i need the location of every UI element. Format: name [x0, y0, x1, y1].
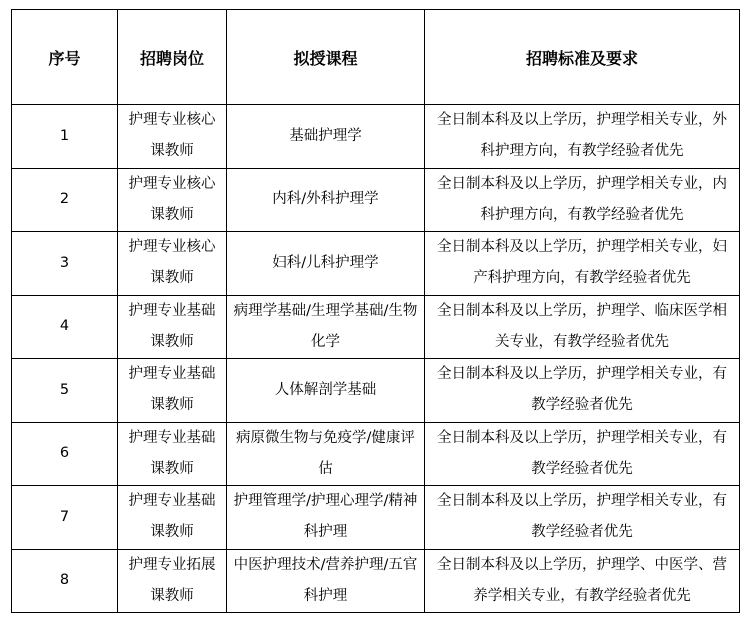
- cell-requirement: 全日制本科及以上学历，护理学相关专业，有教学经验者优先: [425, 422, 740, 486]
- cell-requirement: 全日制本科及以上学历，护理学相关专业，有教学经验者优先: [425, 486, 740, 550]
- cell-course: 中医护理技术/营养护理/五官科护理: [227, 549, 425, 613]
- cell-no: 1: [12, 105, 118, 169]
- cell-position: 护理专业基础课教师: [118, 486, 227, 550]
- cell-course: 护理管理学/护理心理学/精神科护理: [227, 486, 425, 550]
- cell-course: 人体解剖学基础: [227, 359, 425, 423]
- cell-position: 护理专业核心课教师: [118, 168, 227, 232]
- table-row: [12, 422, 740, 486]
- cell-requirement: 全日制本科及以上学历，护理学、临床医学相关专业，有教学经验者优先: [425, 295, 740, 359]
- cell-requirement: 全日制本科及以上学历，护理学相关专业，妇产科护理方向，有教学经验者优先: [425, 232, 740, 296]
- table-row: [12, 105, 740, 169]
- cell-requirement: 全日制本科及以上学历，护理学相关专业，有教学经验者优先: [425, 359, 740, 423]
- recruitment-table: [11, 9, 740, 613]
- header-course: 拟授课程: [227, 10, 425, 105]
- table-row: [12, 232, 740, 296]
- cell-no: 5: [12, 359, 118, 423]
- header-position: 招聘岗位: [118, 10, 227, 105]
- cell-course: 妇科/儿科护理学: [227, 232, 425, 296]
- table-row: [12, 486, 740, 550]
- cell-position: 护理专业核心课教师: [118, 105, 227, 169]
- cell-requirement: 全日制本科及以上学历，护理学相关专业，内科护理方向，有教学经验者优先: [425, 168, 740, 232]
- cell-no: 6: [12, 422, 118, 486]
- cell-requirement: 全日制本科及以上学历，护理学相关专业，外科护理方向，有教学经验者优先: [425, 105, 740, 169]
- cell-position: 护理专业基础课教师: [118, 422, 227, 486]
- cell-course: 病理学基础/生理学基础/生物化学: [227, 295, 425, 359]
- cell-requirement: 全日制本科及以上学历，护理学、中医学、营养学相关专业，有教学经验者优先: [425, 549, 740, 613]
- cell-no: 2: [12, 168, 118, 232]
- cell-course: 病原微生物与免疫学/健康评估: [227, 422, 425, 486]
- table-row: [12, 359, 740, 423]
- cell-position: 护理专业核心课教师: [118, 232, 227, 296]
- table-row: [12, 168, 740, 232]
- cell-position: 护理专业基础课教师: [118, 295, 227, 359]
- cell-position: 护理专业基础课教师: [118, 359, 227, 423]
- cell-course: 内科/外科护理学: [227, 168, 425, 232]
- header-no: 序号: [12, 10, 118, 105]
- header-row: [12, 10, 740, 105]
- cell-no: 8: [12, 549, 118, 613]
- cell-no: 7: [12, 486, 118, 550]
- cell-no: 3: [12, 232, 118, 296]
- table-row: [12, 549, 740, 613]
- table-row: [12, 295, 740, 359]
- cell-position: 护理专业拓展课教师: [118, 549, 227, 613]
- header-requirement: 招聘标准及要求: [425, 10, 740, 105]
- cell-course: 基础护理学: [227, 105, 425, 169]
- cell-no: 4: [12, 295, 118, 359]
